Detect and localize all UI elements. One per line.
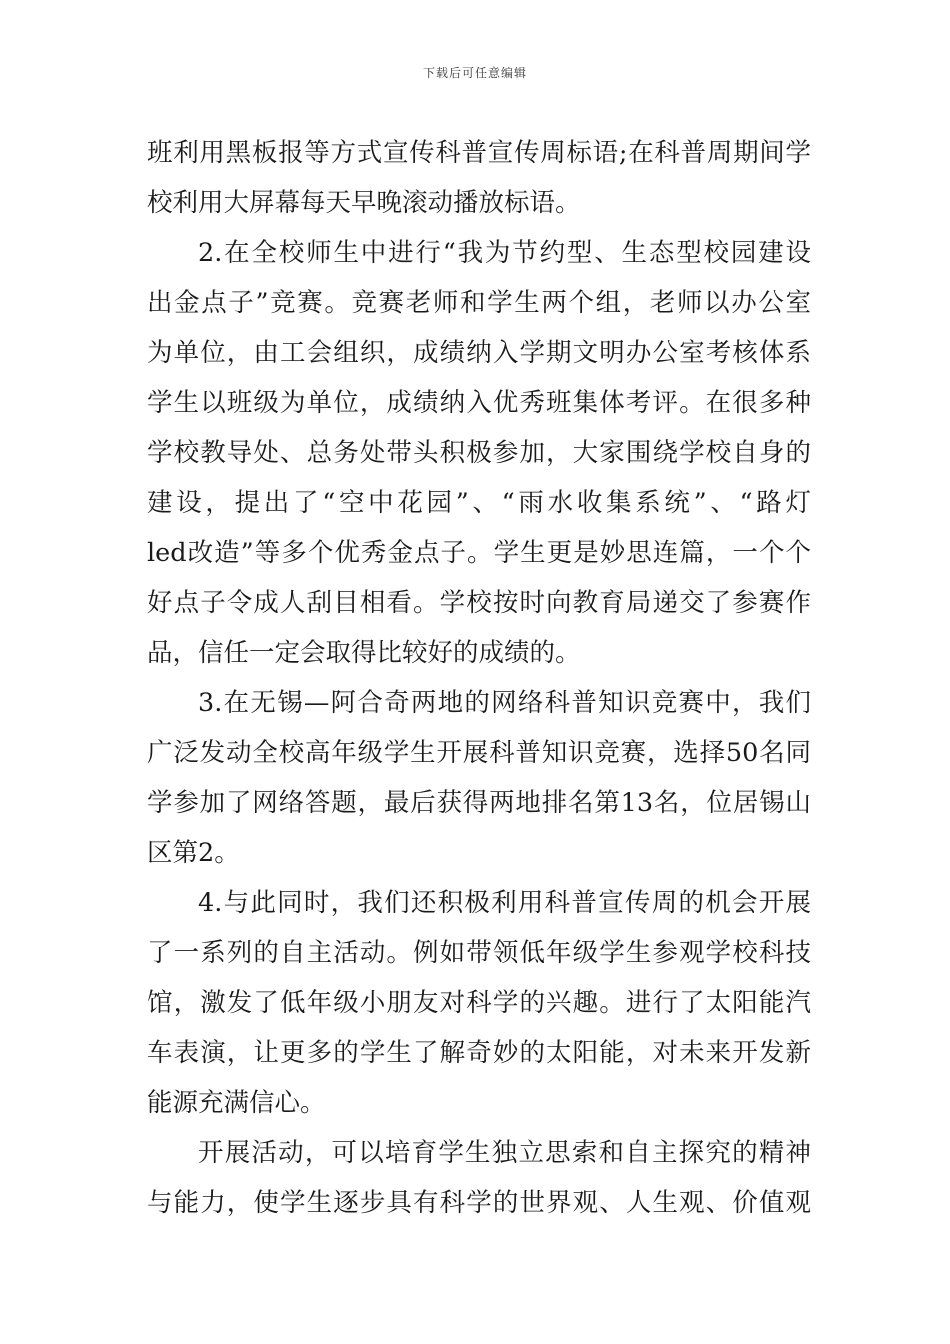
text-line: 馆，激发了低年级小朋友对科学的兴趣。进行了太阳能汽 <box>147 988 811 1018</box>
text-line: 学生以班级为单位，成绩纳入优秀班集体考评。在很多种 <box>147 388 811 418</box>
text-line: 了一系列的自主活动。例如带领低年级学生参观学校科技 <box>147 938 811 968</box>
text-line: 车表演，让更多的学生了解奇妙的太阳能，对未来开发新 <box>147 1038 811 1068</box>
text-line: 班利用黑板报等方式宣传科普宣传周标语;在科普周期间学 <box>147 138 811 168</box>
text-line: 学参加了网络答题，最后获得两地排名第13名，位居锡山 <box>147 788 811 818</box>
text-line: 好点子令成人刮目相看。学校按时向教育局递交了参赛作 <box>147 588 811 618</box>
text-line: 建设，提出了“空中花园”、“雨水收集系统”、“路灯 <box>147 488 811 518</box>
text-line: 与能力，使学生逐步具有科学的世界观、人生观、价值观 <box>147 1188 811 1218</box>
text-line: 4.与此同时，我们还积极利用科普宣传周的机会开展 <box>198 888 811 918</box>
document-body <box>147 128 811 1228</box>
text-line: 品，信任一定会取得比较好的成绩的。 <box>147 638 581 668</box>
page-header: 下载后可任意编辑 <box>422 66 527 80</box>
text-line: 开展活动，可以培育学生独立思索和自主探究的精神 <box>198 1138 811 1168</box>
text-line: 能源充满信心。 <box>147 1088 326 1118</box>
text-line: 广泛发动全校高年级学生开展科普知识竞赛，选择50名同 <box>147 738 811 768</box>
text-line: 为单位，由工会组织，成绩纳入学期文明办公室考核体系 <box>147 338 811 368</box>
text-line: 出金点子”竞赛。竞赛老师和学生两个组，老师以办公室 <box>147 288 811 318</box>
text-line: 2.在全校师生中进行“我为节约型、生态型校园建设 <box>198 238 811 268</box>
text-line: 校利用大屏幕每天早晚滚动播放标语。 <box>147 188 581 218</box>
text-line: 3.在无锡—阿合奇两地的网络科普知识竞赛中，我们 <box>198 688 811 718</box>
text-line: led改造”等多个优秀金点子。学生更是妙思连篇，一个个 <box>147 538 811 568</box>
text-line: 学校教导处、总务处带头积极参加，大家围绕学校自身的 <box>147 438 811 468</box>
text-line: 区第2。 <box>147 838 240 868</box>
